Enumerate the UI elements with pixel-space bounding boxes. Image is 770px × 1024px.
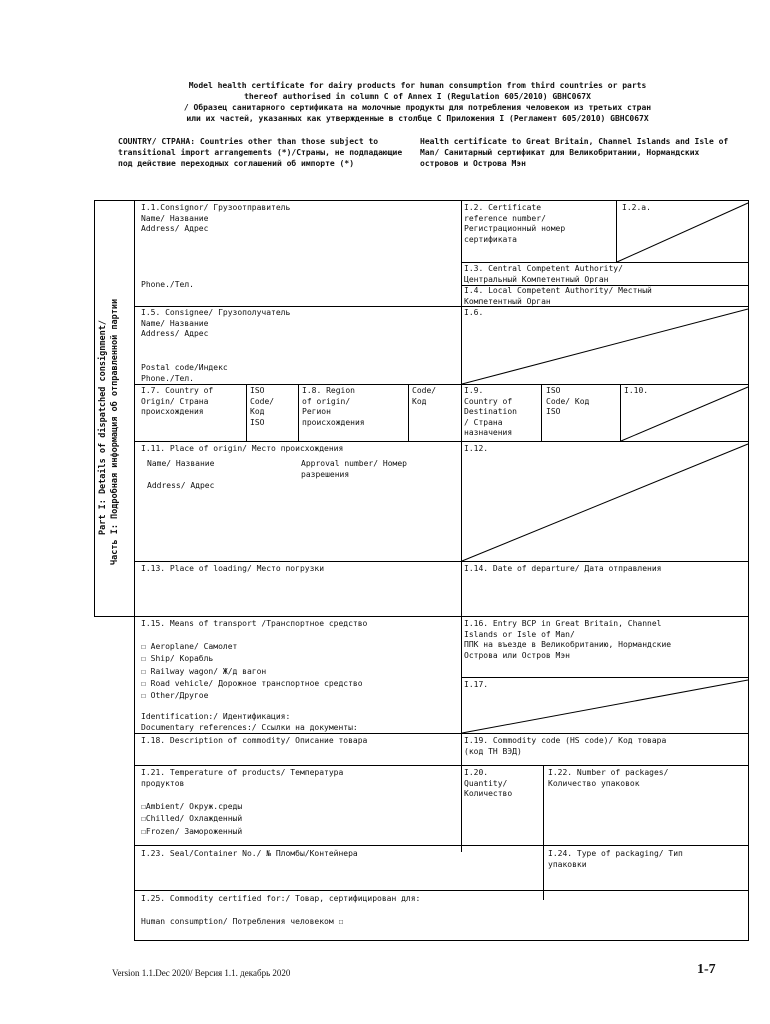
title-line-2: thereof authorised in column C of Annex I (Regulation 605/2010) GBHC067X — [244, 92, 591, 101]
temperature-label: I.21. Temperature of products/ Температура продуктов — [141, 768, 344, 788]
place-of-origin-label: I.11. Place of origin/ Место происхождения — [141, 444, 344, 453]
country-of-origin-field[interactable]: I.7. Country of Origin/ Страна происхождения — [141, 386, 214, 416]
local-authority-field[interactable]: I.4. Local Competent Authority/ Местный Компетентный Орган — [464, 286, 652, 306]
region-code[interactable]: Code/ Код — [412, 386, 437, 406]
consignee-postal-phone: Postal code/Индекс Phone./Тел. — [141, 363, 228, 383]
commodity-code-field[interactable]: I.19. Commodity code (HS code)/ Код товара (код ТН ВЭД) — [464, 736, 667, 756]
i2a-field: I.2.a. — [622, 203, 651, 212]
title-line-4: или их частей, указанных как утвержденные в столбце С Приложения I (Регламент 605/2010) GBHC067X — [186, 114, 649, 123]
human-consumption-checkbox[interactable]: Human consumption/ Потребления человеком ☐ — [141, 917, 344, 926]
consignor-field[interactable]: I.1.Consignor/ Грузоотправитель Name/ Название Address/ Адрес — [141, 203, 291, 233]
i6-field: I.6. — [464, 308, 484, 317]
consignor-phone: Phone./Тел. — [141, 280, 194, 289]
origin-iso-code[interactable]: ISO Code/ Код ISO — [250, 386, 275, 427]
side-label-en: Part I: Details of dispatched consignment/ — [98, 320, 108, 535]
place-of-origin-address[interactable]: Address/ Адрес — [147, 481, 215, 490]
title-line-3: / Образец санитарного сертификата на молочные продукты для потребления человеком из третьих стран — [183, 103, 652, 112]
i10-field: I.10. — [624, 386, 649, 395]
place-of-loading-field[interactable]: I.13. Place of loading/ Место погрузки — [141, 564, 325, 573]
seal-container-field[interactable]: I.23. Seal/Container No./ № Пломбы/Контейнера — [141, 849, 358, 858]
country-header: COUNTRY/ СТРАНА: Countries other than those subject to transitional import arrangements (*)/Страны, не подпадающие под действие переходных соглашений об импорте (*) — [118, 137, 403, 168]
date-of-departure-field[interactable]: I.14. Date of departure/ Дата отправления — [464, 564, 662, 573]
transport-identification[interactable]: Identification:/ Идентификация: Documentary references:/ Ссылки на документы: — [141, 712, 358, 732]
place-of-origin-approval[interactable]: Approval number/ Номер разрешения — [301, 459, 407, 479]
commodity-certified-label: I.25. Commodity certified for:/ Товар, сертифицирован для: — [141, 894, 421, 903]
i17-field: I.17. — [464, 680, 489, 689]
part1-side-label — [94, 205, 138, 615]
certificate-reference-field[interactable]: I.2. Certificate reference number/ Регистрационный номер сертификата — [464, 203, 566, 244]
page-number: 1-7 — [697, 962, 716, 977]
number-of-packages-field[interactable]: I.22. Number of packages/ Количество упаковок — [548, 768, 669, 788]
version-footer: Version 1.1.Dec 2020/ Версия 1.1. декабрь 2020 — [112, 968, 291, 978]
consignee-field[interactable]: I.5. Consignee/ Грузополучатель Name/ Название Address/ Адрес — [141, 308, 291, 338]
means-of-transport-label: I.15. Means of transport /Транспортное средство — [141, 619, 368, 628]
strike-i12 — [462, 444, 748, 561]
title-line-1: Model health certificate for dairy products for human consumption from third countries or parts — [188, 81, 647, 90]
type-of-packaging-field[interactable]: I.24. Type of packaging/ Тип упаковки — [548, 849, 683, 869]
entry-bcp-field[interactable]: I.16. Entry BCP in Great Britain, Channel Islands or Isle of Man/ ППК на въезде в Великобританию, Нормандские Острова или Остров Мэн — [464, 619, 672, 660]
strike-i17 — [462, 680, 748, 733]
destination-iso-code[interactable]: ISO Code/ Код ISO — [546, 386, 590, 416]
side-label-ru: Часть I: Подробная информация об отправленной партии — [110, 298, 120, 565]
place-of-origin-name[interactable]: Name/ Название — [147, 459, 215, 468]
i12-field: I.12. — [464, 444, 489, 453]
temperature-options[interactable]: ☐Ambient/ Окруж.среды ☐Chilled/ Охлажденный ☐Frozen/ Замороженный — [141, 802, 243, 836]
quantity-field[interactable]: I.20. Quantity/ Количество — [464, 768, 513, 798]
commodity-description-field[interactable]: I.18. Description of commodity/ Описание товара — [141, 736, 368, 745]
certificate-header: Health certificate to Great Britain, Channel Islands and Isle of Man/ Санитарный сертификат для Великобритании, Нормандских островов и Острова Мэн — [420, 137, 729, 168]
central-authority-field[interactable]: I.3. Central Competent Authority/ Центральный Компетентный Орган — [464, 264, 623, 284]
transport-options[interactable]: ☐ Aeroplane/ Самолет ☐ Ship/ Корабль ☐ Railway wagon/ Ж/д вагон ☐ Road vehicle/ Дорожное транспортное средство ☐ Other/Другое — [141, 642, 363, 701]
strike-i6 — [462, 309, 748, 384]
country-of-destination-field[interactable]: I.9. Country of Destination / Страна назначения — [464, 386, 517, 437]
region-of-origin-field[interactable]: I.8. Region of origin/ Регион происхождения — [302, 386, 365, 427]
